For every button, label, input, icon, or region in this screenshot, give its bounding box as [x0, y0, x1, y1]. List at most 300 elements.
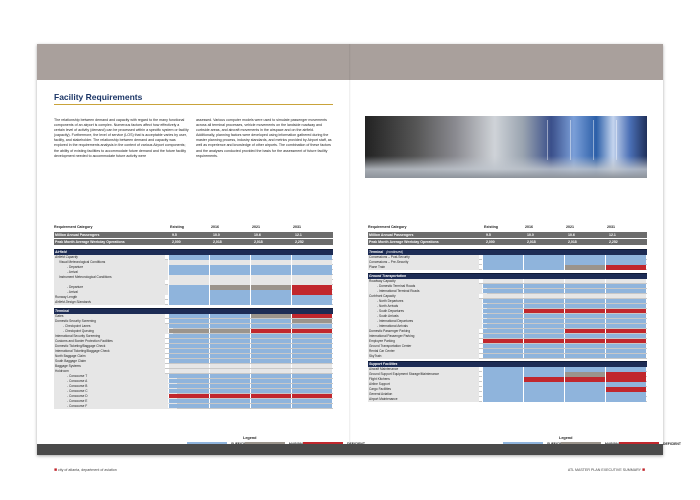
footer-left [54, 467, 117, 473]
status-cell [209, 364, 250, 369]
status-cell [250, 369, 291, 374]
status-cell [168, 285, 209, 290]
status-cell [291, 265, 332, 270]
status-cell [523, 284, 564, 289]
row-label: - Concourse A [54, 379, 177, 384]
status-cell [482, 387, 523, 392]
status-cell [168, 290, 209, 295]
status-cell [291, 389, 332, 394]
summary-row [54, 232, 333, 238]
status-cell [168, 265, 209, 270]
column-header: Existing [484, 225, 498, 229]
status-cell [482, 377, 523, 382]
status-cell [291, 379, 332, 384]
status-cell [209, 334, 250, 339]
status-cell [250, 339, 291, 344]
status-cell [168, 394, 209, 399]
footer-bar [37, 444, 663, 455]
status-cell [291, 324, 332, 329]
status-cell [605, 329, 646, 334]
status-cell [168, 374, 209, 379]
status-cell [250, 389, 291, 394]
section-label: Support Facilities [369, 362, 398, 366]
status-cell [168, 354, 209, 359]
summary-label: Million Annual Passengers [369, 233, 414, 237]
status-cell [209, 359, 250, 364]
status-cell [482, 309, 523, 314]
status-cell [605, 382, 646, 387]
status-cell [523, 265, 564, 270]
summary-label: Peak Month Average Weekday Operations [55, 239, 125, 244]
status-cell [168, 329, 209, 334]
row-label: Domestic Security Screening [54, 319, 165, 324]
status-cell [564, 289, 605, 294]
row-label: South Baggage Claim [54, 359, 165, 364]
status-cell [605, 354, 646, 359]
status-cell [209, 260, 250, 265]
status-cell [605, 255, 646, 260]
status-cell [523, 260, 564, 265]
status-cell [523, 367, 564, 372]
status-cell [605, 334, 646, 339]
status-cell [482, 304, 523, 309]
status-cell [291, 354, 332, 359]
status-cell [291, 260, 332, 265]
row-label: - Arrival [54, 270, 177, 275]
status-cell [523, 314, 564, 319]
summary-value: 2,018 [527, 239, 536, 244]
row-label: - Concourse T [54, 374, 177, 379]
summary-value: 9.5 [486, 233, 491, 237]
row-label: - International Arrivals [368, 324, 487, 329]
intro-column-1: The relationship between demand and capacity with regard to the many functional components of an airport is complex. Numerous factors affect how effectively a certain level of activity (demand) can be processed within a specific system or facility (capacity). Furthermore, the level of service (LOS) that is acceptable varies by user, facility, and stakeholder. The relationship between demand and capacity was explored in the requirements analysis in the context of various Airport components; the ability of existing facilities to accommodate future demand and the future facility development needed to accommodate future activity were [54, 118, 189, 158]
status-cell [291, 255, 332, 260]
row-label: Airport Maintenance [368, 397, 479, 402]
row-label: Ground Transportation Center [368, 344, 479, 349]
status-cell [482, 279, 523, 284]
status-cell [168, 260, 209, 265]
row-label: - Checkpoint Queuing [54, 329, 173, 334]
status-cell [564, 339, 605, 344]
status-cell [291, 349, 332, 354]
summary-label: Peak Month Average Weekday Operations [369, 239, 439, 244]
status-cell [564, 382, 605, 387]
status-cell [168, 339, 209, 344]
status-cell [564, 299, 605, 304]
status-cell [250, 329, 291, 334]
row-label: - South Departures [368, 309, 487, 314]
status-cell [291, 344, 332, 349]
status-cell [564, 260, 605, 265]
status-cell [605, 284, 646, 289]
row-label: Airfield Design Standards [54, 300, 165, 305]
status-cell [209, 329, 250, 334]
status-cell [482, 334, 523, 339]
column-header: Requirement Category [54, 225, 93, 229]
row-label: - Checkpoint Lanes [54, 324, 173, 329]
summary-value: 2,018 [213, 239, 222, 244]
status-cell [250, 314, 291, 319]
status-cell [168, 334, 209, 339]
status-cell [209, 295, 250, 300]
row-label: International Passenger Parking [368, 334, 479, 339]
status-cell [291, 369, 332, 374]
status-cell [250, 359, 291, 364]
summary-value: 9.5 [172, 233, 177, 237]
status-cell [523, 349, 564, 354]
row-label: Holdroom [54, 369, 165, 374]
status-cell [168, 404, 209, 409]
summary-value: 2,252 [609, 239, 618, 244]
status-cell [564, 319, 605, 324]
status-cell [523, 289, 564, 294]
status-cell [564, 387, 605, 392]
row-label: - Concourse E [54, 399, 177, 404]
row-label: Concessions – Pre-Security [368, 260, 479, 265]
summary-row [368, 239, 647, 245]
status-cell [250, 319, 291, 324]
row-label: - North Arrivals [368, 304, 487, 309]
status-cell [482, 319, 523, 324]
status-cell [209, 344, 250, 349]
row-label: - International Departures [368, 319, 487, 324]
status-cell [291, 339, 332, 344]
status-cell [482, 392, 523, 397]
status-cell [482, 255, 523, 260]
status-cell [291, 334, 332, 339]
status-cell [523, 294, 564, 299]
row-label: Flight Kitchens [368, 377, 479, 382]
status-cell [250, 290, 291, 295]
column-header: Existing [170, 225, 184, 229]
status-cell [523, 334, 564, 339]
status-cell [564, 329, 605, 334]
row-label: Plane Train [368, 265, 479, 270]
status-cell [564, 265, 605, 270]
footer-right-text: ATL MASTER PLAN EXECUTIVE SUMMARY [567, 468, 641, 472]
status-cell [605, 367, 646, 372]
section-title: Facility Requirements [54, 92, 143, 102]
status-cell [523, 382, 564, 387]
status-cell [250, 265, 291, 270]
table-row [54, 404, 333, 409]
status-cell [250, 300, 291, 305]
section-label: Ground Transportation [369, 273, 407, 278]
status-cell [209, 319, 250, 324]
status-cell [168, 344, 209, 349]
status-cell [250, 285, 291, 290]
status-cell [523, 377, 564, 382]
row-label: - North Departures [368, 299, 487, 304]
status-cell [291, 329, 332, 334]
status-cell [250, 270, 291, 275]
status-cell [605, 397, 646, 402]
status-cell [564, 377, 605, 382]
status-cell [291, 270, 332, 275]
status-cell [250, 280, 291, 285]
intro-column-2: assessed. Various computer models were used to simulate passenger movements across all terminal processes, vehicle movements on the landside roadway and curbside areas, and aircraft movements in the airspace and on the airfield. Additionally, planning factors were developed using information gathered during the master planning process, industry standards, and metrics provided by Airport staff, as well as experience and knowledge of other airports. The combination of these factors and the analyses conducted provided the basis for the assessment of future facility requirements. [196, 118, 332, 158]
row-label: General Aviation [368, 392, 479, 397]
status-cell [168, 369, 209, 374]
photo-pane-divider [547, 120, 548, 160]
row-label: - Concourse C [54, 389, 177, 394]
column-header: 2031 [607, 225, 615, 229]
status-cell [523, 309, 564, 314]
status-cell [482, 284, 523, 289]
status-cell [291, 359, 332, 364]
status-cell [250, 404, 291, 409]
status-cell [291, 290, 332, 295]
status-cell [564, 372, 605, 377]
legend-title: Legend [559, 436, 573, 440]
row-label: Curbfront Capacity [368, 294, 479, 299]
status-cell [523, 319, 564, 324]
status-cell [564, 294, 605, 299]
summary-value: 10.0 [213, 233, 220, 237]
photo-floor [365, 156, 647, 178]
row-label: International Security Screening [54, 334, 165, 339]
summary-value: 2,000 [172, 239, 181, 244]
right-page [351, 80, 681, 473]
section-label: Terminal [369, 250, 384, 254]
row-label: - Departure [54, 285, 177, 290]
summary-value: 12.1 [609, 233, 616, 237]
status-cell [291, 364, 332, 369]
status-cell [168, 295, 209, 300]
photo-pane-divider [570, 120, 571, 160]
status-cell [250, 384, 291, 389]
status-cell [605, 392, 646, 397]
section-label: Terminal [55, 308, 70, 313]
summary-row [54, 239, 333, 245]
status-cell [605, 260, 646, 265]
column-header: 2021 [566, 225, 574, 229]
status-cell [209, 374, 250, 379]
status-cell [209, 270, 250, 275]
row-label: Roadway Capacity [368, 279, 479, 284]
status-cell [209, 324, 250, 329]
row-label: Baggage Systems [54, 364, 165, 369]
status-cell [209, 300, 250, 305]
status-cell [523, 304, 564, 309]
status-cell [482, 339, 523, 344]
status-cell [523, 354, 564, 359]
row-label: Visual Meteorological Conditions [54, 260, 169, 265]
summary-row [368, 232, 647, 238]
status-cell [482, 260, 523, 265]
status-cell [209, 399, 250, 404]
status-cell [564, 344, 605, 349]
row-label: Aircraft Maintenance [368, 367, 479, 372]
row-label: Employee Parking [368, 339, 479, 344]
status-cell [564, 324, 605, 329]
status-cell [564, 367, 605, 372]
status-cell [523, 372, 564, 377]
summary-label: Million Annual Passengers [55, 233, 100, 237]
status-cell [564, 314, 605, 319]
status-cell [605, 304, 646, 309]
column-header: 2016 [525, 225, 533, 229]
section-suffix: (continued) [386, 250, 404, 254]
column-header: 2021 [252, 225, 260, 229]
status-cell [250, 344, 291, 349]
status-cell [168, 359, 209, 364]
row-label: Ground Support Equipment Storage/Maintenance [368, 372, 479, 377]
status-cell [564, 304, 605, 309]
status-cell [523, 299, 564, 304]
concourse-photo [365, 116, 647, 178]
table-row [368, 397, 647, 402]
status-cell [564, 392, 605, 397]
status-cell [291, 384, 332, 389]
status-cell [168, 280, 209, 285]
row-label: - Arrival [54, 290, 177, 295]
status-cell [209, 314, 250, 319]
status-cell [291, 319, 332, 324]
status-cell [209, 369, 250, 374]
legend-label: DEFICIENT [663, 442, 681, 446]
status-cell [564, 279, 605, 284]
status-cell [250, 399, 291, 404]
status-cell [523, 329, 564, 334]
status-cell [168, 389, 209, 394]
summary-value: 10.6 [254, 233, 261, 237]
status-cell [168, 379, 209, 384]
row-label: Domestic Passenger Parking [368, 329, 479, 334]
status-cell [605, 377, 646, 382]
status-cell [482, 397, 523, 402]
status-cell [250, 379, 291, 384]
status-cell [523, 397, 564, 402]
status-cell [168, 275, 209, 280]
row-label: Airline Support [368, 382, 479, 387]
status-cell [605, 309, 646, 314]
row-label: - Concourse F [54, 404, 177, 409]
status-cell [291, 394, 332, 399]
status-cell [564, 354, 605, 359]
title-rule [54, 104, 333, 105]
status-cell [605, 324, 646, 329]
status-cell [605, 339, 646, 344]
column-header: 2016 [211, 225, 219, 229]
summary-value: 10.0 [527, 233, 534, 237]
status-cell [209, 354, 250, 359]
footer-bullet-icon: ■ [641, 467, 645, 473]
left-page [37, 80, 349, 473]
row-label: Domestic Ticketing/Baggage Check [54, 344, 165, 349]
table-header [54, 224, 333, 231]
status-cell [605, 289, 646, 294]
row-label: - South Arrivals [368, 314, 487, 319]
column-header: Requirement Category [368, 225, 407, 229]
status-cell [209, 290, 250, 295]
status-cell [482, 329, 523, 334]
row-label: SkyTrain [368, 354, 479, 359]
photo-pane-divider [593, 120, 594, 160]
row-label: Customs and Border Protection Facilities [54, 339, 165, 344]
row-label: Gates [54, 314, 165, 319]
status-cell [168, 399, 209, 404]
status-cell [168, 314, 209, 319]
status-cell [209, 384, 250, 389]
summary-value: 2,018 [568, 239, 577, 244]
status-cell [168, 324, 209, 329]
status-cell [209, 339, 250, 344]
row-label: North Baggage Claim [54, 354, 165, 359]
status-cell [291, 404, 332, 409]
status-cell [250, 334, 291, 339]
row-label: Instrument Meteorological Conditions [54, 275, 169, 280]
table-row [54, 300, 333, 305]
status-cell [605, 265, 646, 270]
summary-value: 2,018 [254, 239, 263, 244]
status-cell [564, 255, 605, 260]
status-cell [605, 344, 646, 349]
status-cell [168, 384, 209, 389]
row-label: - Concourse B [54, 384, 177, 389]
status-cell [291, 300, 332, 305]
status-cell [564, 334, 605, 339]
row-label: - Concourse D [54, 394, 177, 399]
table-row [368, 354, 647, 359]
status-cell [168, 255, 209, 260]
status-cell [291, 295, 332, 300]
status-cell [605, 387, 646, 392]
brochure-spread [37, 44, 681, 473]
footer-bullet-icon: ■ [54, 467, 58, 473]
status-cell [482, 265, 523, 270]
row-label: - Departure [54, 265, 177, 270]
status-cell [482, 367, 523, 372]
status-cell [209, 349, 250, 354]
status-cell [605, 279, 646, 284]
status-cell [250, 374, 291, 379]
table-header [368, 224, 647, 231]
status-cell [168, 349, 209, 354]
status-cell [605, 349, 646, 354]
row-label: Runway Length [54, 295, 165, 300]
column-header: 2031 [293, 225, 301, 229]
status-cell [482, 349, 523, 354]
status-cell [523, 387, 564, 392]
status-cell [564, 309, 605, 314]
status-cell [209, 404, 250, 409]
status-cell [209, 280, 250, 285]
status-cell [209, 379, 250, 384]
status-cell [291, 399, 332, 404]
status-cell [564, 284, 605, 289]
summary-value: 10.6 [568, 233, 575, 237]
status-cell [209, 265, 250, 270]
status-cell [250, 354, 291, 359]
status-cell [250, 394, 291, 399]
status-cell [482, 299, 523, 304]
status-cell [482, 354, 523, 359]
row-label: Concessions – Post-Security [368, 255, 479, 260]
status-cell [291, 280, 332, 285]
summary-value: 12.1 [295, 233, 302, 237]
status-cell [168, 364, 209, 369]
status-cell [209, 394, 250, 399]
status-cell [168, 270, 209, 275]
status-cell [482, 382, 523, 387]
table-row [368, 265, 647, 270]
status-cell [482, 372, 523, 377]
status-cell [209, 389, 250, 394]
row-label: Rental Car Center [368, 349, 479, 354]
status-cell [564, 349, 605, 354]
status-cell [482, 324, 523, 329]
